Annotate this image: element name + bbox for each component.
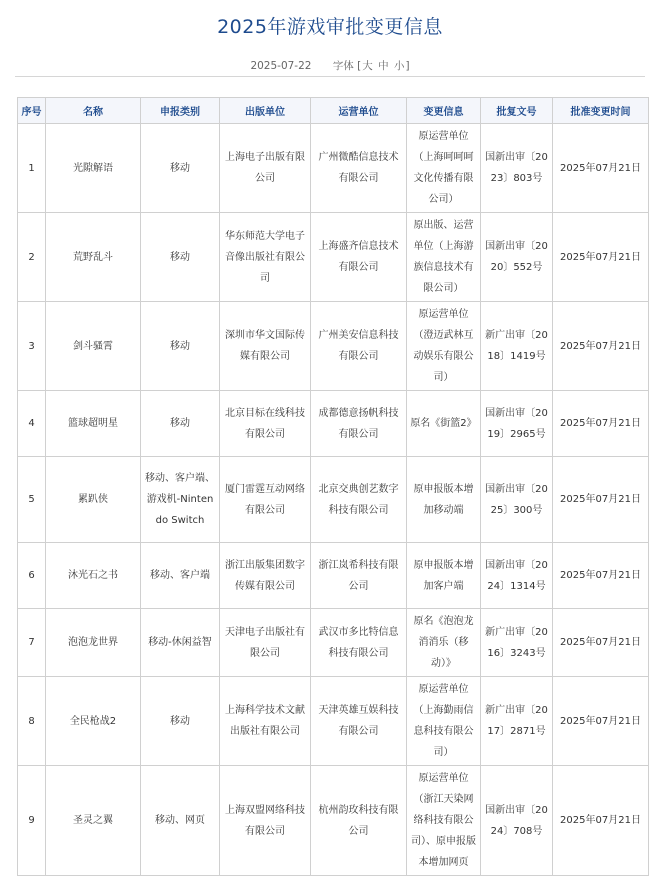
title-divider <box>15 76 645 77</box>
cell-approval: 国新出审〔2025〕300号 <box>481 457 553 543</box>
header-category: 申报类别 <box>141 98 220 124</box>
cell-change: 原名《泡泡龙消消乐（移动）》 <box>407 609 481 677</box>
cell-name: 全民枪战2 <box>46 677 141 766</box>
cell-no: 5 <box>18 457 46 543</box>
header-date: 批准变更时间 <box>553 98 649 124</box>
cell-no: 6 <box>18 543 46 609</box>
page-title: 2025年游戏审批变更信息 <box>217 16 443 38</box>
header-publisher: 出版单位 <box>220 98 311 124</box>
cell-no: 4 <box>18 391 46 457</box>
cell-change: 原申报版本增加移动端 <box>407 457 481 543</box>
font-size-medium-button[interactable]: 中 <box>378 60 389 72</box>
cell-no: 7 <box>18 609 46 677</box>
cell-name: 沐光石之书 <box>46 543 141 609</box>
cell-operator: 武汉市多比特信息科技有限公司 <box>311 609 407 677</box>
cell-name: 篮球超明星 <box>46 391 141 457</box>
cell-operator: 北京交典创艺数字科技有限公司 <box>311 457 407 543</box>
table-row <box>18 677 649 766</box>
cell-category: 移动 <box>141 124 220 213</box>
header-change: 变更信息 <box>407 98 481 124</box>
cell-operator: 杭州韵玫科技有限公司 <box>311 766 407 876</box>
cell-operator: 浙江岚希科技有限公司 <box>311 543 407 609</box>
cell-no: 1 <box>18 124 46 213</box>
cell-operator: 天津英雄互娱科技有限公司 <box>311 677 407 766</box>
font-size-bracket-close: ] <box>405 60 410 72</box>
cell-approval: 国新出审〔2020〕552号 <box>481 213 553 302</box>
cell-operator: 上海盛齐信息技术有限公司 <box>311 213 407 302</box>
header-row <box>18 98 649 124</box>
cell-publisher: 上海电子出版有限公司 <box>220 124 311 213</box>
cell-no: 2 <box>18 213 46 302</box>
cell-date: 2025年07月21日 <box>553 391 649 457</box>
cell-name: 荒野乱斗 <box>46 213 141 302</box>
cell-date: 2025年07月21日 <box>553 124 649 213</box>
cell-approval: 国新出审〔2023〕803号 <box>481 124 553 213</box>
cell-approval: 新广出审〔2016〕3243号 <box>481 609 553 677</box>
font-size-label: 字体 <box>332 60 354 72</box>
font-size-bracket-open: [ <box>357 60 362 72</box>
cell-publisher: 上海科学技术文献出版社有限公司 <box>220 677 311 766</box>
cell-category: 移动 <box>141 213 220 302</box>
cell-change: 原名《街篮2》 <box>407 391 481 457</box>
font-size-small-button[interactable]: 小 <box>393 60 405 72</box>
header-approval: 批复文号 <box>481 98 553 124</box>
table-body <box>18 124 649 876</box>
publish-date: 2025-07-22 <box>250 60 312 72</box>
cell-date: 2025年07月21日 <box>553 609 649 677</box>
cell-publisher: 厦门雷霆互动网络有限公司 <box>220 457 311 543</box>
cell-date: 2025年07月21日 <box>553 213 649 302</box>
table-row <box>18 124 649 213</box>
cell-no: 3 <box>18 302 46 391</box>
table-row <box>18 543 649 609</box>
cell-publisher: 天津电子出版社有限公司 <box>220 609 311 677</box>
font-size-large-button[interactable]: 大 <box>362 60 373 72</box>
cell-change: 原运营单位（浙江天染网络科技有限公司）、原申报版本增加网页 <box>407 766 481 876</box>
cell-operator: 成都德意扬帆科技有限公司 <box>311 391 407 457</box>
table-row <box>18 609 649 677</box>
table-row <box>18 213 649 302</box>
cell-date: 2025年07月21日 <box>553 543 649 609</box>
table-row <box>18 302 649 391</box>
cell-approval: 国新出审〔2019〕2965号 <box>481 391 553 457</box>
cell-date: 2025年07月21日 <box>553 302 649 391</box>
cell-change: 原出版、运营单位（上海游族信息技术有限公司） <box>407 213 481 302</box>
article-meta <box>0 58 660 73</box>
cell-category: 移动 <box>141 391 220 457</box>
cell-change: 原运营单位（澄迈武林互动娱乐有限公司） <box>407 302 481 391</box>
cell-no: 9 <box>18 766 46 876</box>
cell-name: 圣灵之翼 <box>46 766 141 876</box>
cell-change: 原运营单位（上海勤雨信息科技有限公司） <box>407 677 481 766</box>
cell-date: 2025年07月21日 <box>553 677 649 766</box>
cell-name: 泡泡龙世界 <box>46 609 141 677</box>
cell-name: 光隙解语 <box>46 124 141 213</box>
cell-operator: 广州微酷信息技术有限公司 <box>311 124 407 213</box>
cell-publisher: 深圳市华文国际传媒有限公司 <box>220 302 311 391</box>
cell-publisher: 上海双盟网络科技有限公司 <box>220 766 311 876</box>
table-row <box>18 457 649 543</box>
cell-operator: 广州美安信息科技有限公司 <box>311 302 407 391</box>
cell-publisher: 浙江出版集团数字传媒有限公司 <box>220 543 311 609</box>
cell-name: 累趴侠 <box>46 457 141 543</box>
header-operator: 运营单位 <box>311 98 407 124</box>
cell-no: 8 <box>18 677 46 766</box>
table-header <box>18 98 649 124</box>
cell-category: 移动、网页 <box>141 766 220 876</box>
cell-publisher: 华东师范大学电子音像出版社有限公司 <box>220 213 311 302</box>
cell-date: 2025年07月21日 <box>553 457 649 543</box>
approval-change-table <box>17 97 649 876</box>
cell-category: 移动、客户端、游戏机-Nintendo Switch <box>141 457 220 543</box>
cell-category: 移动-休闲益智 <box>141 609 220 677</box>
header-no: 序号 <box>18 98 46 124</box>
cell-approval: 新广出审〔2017〕2871号 <box>481 677 553 766</box>
cell-change: 原运营单位（上海呵呵呵文化传播有限公司） <box>407 124 481 213</box>
cell-approval: 国新出审〔2024〕708号 <box>481 766 553 876</box>
cell-name: 剑斗骚霄 <box>46 302 141 391</box>
cell-date: 2025年07月21日 <box>553 766 649 876</box>
cell-category: 移动 <box>141 677 220 766</box>
cell-approval: 国新出审〔2024〕1314号 <box>481 543 553 609</box>
header-name: 名称 <box>46 98 141 124</box>
cell-change: 原申报版本增加客户端 <box>407 543 481 609</box>
table-row <box>18 766 649 876</box>
cell-category: 移动 <box>141 302 220 391</box>
cell-category: 移动、客户端 <box>141 543 220 609</box>
table-row <box>18 391 649 457</box>
cell-approval: 新广出审〔2018〕1419号 <box>481 302 553 391</box>
cell-publisher: 北京目标在线科技有限公司 <box>220 391 311 457</box>
